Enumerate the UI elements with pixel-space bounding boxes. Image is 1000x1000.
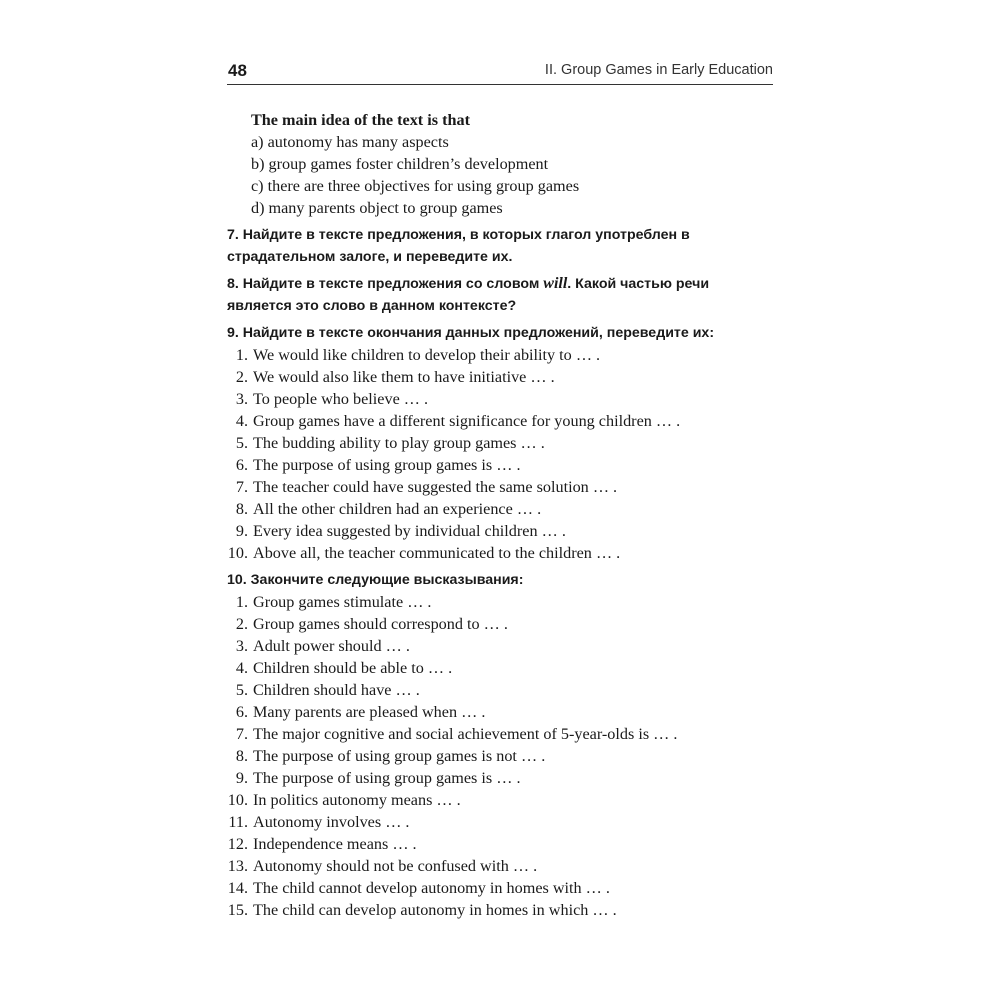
item-text: The major cognitive and social achievement of 5-year-olds is … .	[253, 725, 678, 743]
item-text: The child cannot develop autonomy in homes with … .	[253, 879, 610, 897]
list-item	[227, 877, 773, 899]
item-number: 13.	[227, 857, 248, 875]
task-7: 7. Найдите в тексте предложения, в которых глагол употреблен в страдательном залоге, и переведите их.	[227, 227, 690, 265]
list-item	[227, 410, 773, 432]
task-8	[227, 273, 773, 317]
item-number: 15.	[227, 901, 248, 919]
task-8-keyword: will	[543, 275, 568, 292]
item-number: 5.	[235, 681, 248, 699]
item-number: 10.	[227, 791, 248, 809]
item-number: 9.	[235, 769, 248, 787]
answer-option-b: b) group games foster children’s development	[251, 155, 549, 173]
item-number: 4.	[235, 659, 248, 677]
item-text: Many parents are pleased when … .	[253, 703, 486, 721]
item-number: 6.	[235, 456, 248, 474]
task-8-text-after: . Какой частью речи является это слово в данном контексте?	[227, 276, 710, 314]
list-item	[227, 899, 773, 921]
item-number: 3.	[235, 637, 248, 655]
item-text: In politics autonomy means … .	[253, 791, 461, 809]
answer-option-d: d) many parents object to group games	[251, 199, 503, 217]
item-number: 1.	[235, 346, 248, 364]
item-text: The teacher could have suggested the same solution … .	[253, 478, 618, 496]
item-text: The child can develop autonomy in homes in which … .	[253, 901, 617, 919]
item-number: 2.	[235, 368, 248, 386]
item-text: Group games have a different significance for young children … .	[253, 412, 681, 430]
list-item	[227, 657, 773, 679]
task-10-title: 10. Закончите следующие высказывания:	[227, 572, 524, 588]
list-item	[227, 498, 773, 520]
list-item	[227, 454, 773, 476]
item-text: Children should be able to … .	[253, 659, 453, 677]
item-text: All the other children had an experience … .	[253, 500, 542, 518]
item-number: 5.	[235, 434, 248, 452]
item-text: Autonomy involves … .	[253, 813, 410, 831]
item-text: The budding ability to play group games … .	[253, 434, 545, 452]
item-text: Group games stimulate … .	[253, 593, 432, 611]
page-body	[227, 109, 773, 921]
item-number: 6.	[235, 703, 248, 721]
item-number: 12.	[227, 835, 248, 853]
book-page	[227, 58, 773, 921]
item-text: The purpose of using group games is not … .	[253, 747, 546, 765]
list-item	[227, 635, 773, 657]
answer-option-a: a) autonomy has many aspects	[251, 133, 449, 151]
list-item	[227, 591, 773, 613]
task-8-text-before: 8. Найдите в тексте предложения со словом	[227, 276, 544, 292]
list-item	[227, 432, 773, 454]
list-item	[227, 388, 773, 410]
running-head	[227, 58, 773, 85]
list-item	[227, 344, 773, 366]
item-text: We would also like them to have initiative … .	[253, 368, 555, 386]
item-number: 8.	[235, 747, 248, 765]
list-item	[227, 723, 773, 745]
item-text: Above all, the teacher communicated to the children … .	[253, 544, 621, 562]
running-title: II. Group Games in Early Education	[544, 62, 773, 78]
item-number: 1.	[235, 593, 248, 611]
item-number: 8.	[235, 500, 248, 518]
main-idea-question	[227, 109, 773, 219]
answer-option-c: c) there are three objectives for using group games	[251, 177, 580, 195]
item-number: 7.	[235, 478, 248, 496]
list-item	[227, 833, 773, 855]
task-10-list	[227, 591, 773, 921]
list-item	[227, 542, 773, 564]
item-text: Group games should correspond to … .	[253, 615, 508, 633]
item-number: 4.	[235, 412, 248, 430]
item-text: Autonomy should not be confused with … .	[253, 857, 538, 875]
list-item	[227, 767, 773, 789]
item-number: 10.	[227, 544, 248, 562]
item-number: 3.	[235, 390, 248, 408]
item-number: 7.	[235, 725, 248, 743]
item-number: 11.	[228, 813, 248, 831]
task-9-title: 9. Найдите в тексте окончания данных предложений, переведите их:	[227, 325, 715, 341]
list-item	[227, 811, 773, 833]
list-item	[227, 701, 773, 723]
item-text: Every idea suggested by individual children … .	[253, 522, 566, 540]
item-text: Adult power should … .	[253, 637, 410, 655]
list-item	[227, 679, 773, 701]
list-item	[227, 745, 773, 767]
item-text: The purpose of using group games is … .	[253, 456, 521, 474]
list-item	[227, 613, 773, 635]
task-9-list	[227, 344, 773, 564]
list-item	[227, 520, 773, 542]
item-text: Children should have … .	[253, 681, 420, 699]
list-item	[227, 789, 773, 811]
item-number: 14.	[227, 879, 248, 897]
list-item	[227, 366, 773, 388]
list-item	[227, 476, 773, 498]
item-number: 9.	[235, 522, 248, 540]
item-text: The purpose of using group games is … .	[253, 769, 521, 787]
item-text: We would like children to develop their ability to … .	[253, 346, 601, 364]
question-lead: The main idea of the text is that	[251, 111, 470, 129]
page-number: 48	[228, 61, 247, 80]
item-text: To people who believe … .	[253, 390, 429, 408]
item-number: 2.	[235, 615, 248, 633]
item-text: Independence means … .	[253, 835, 417, 853]
list-item	[227, 855, 773, 877]
